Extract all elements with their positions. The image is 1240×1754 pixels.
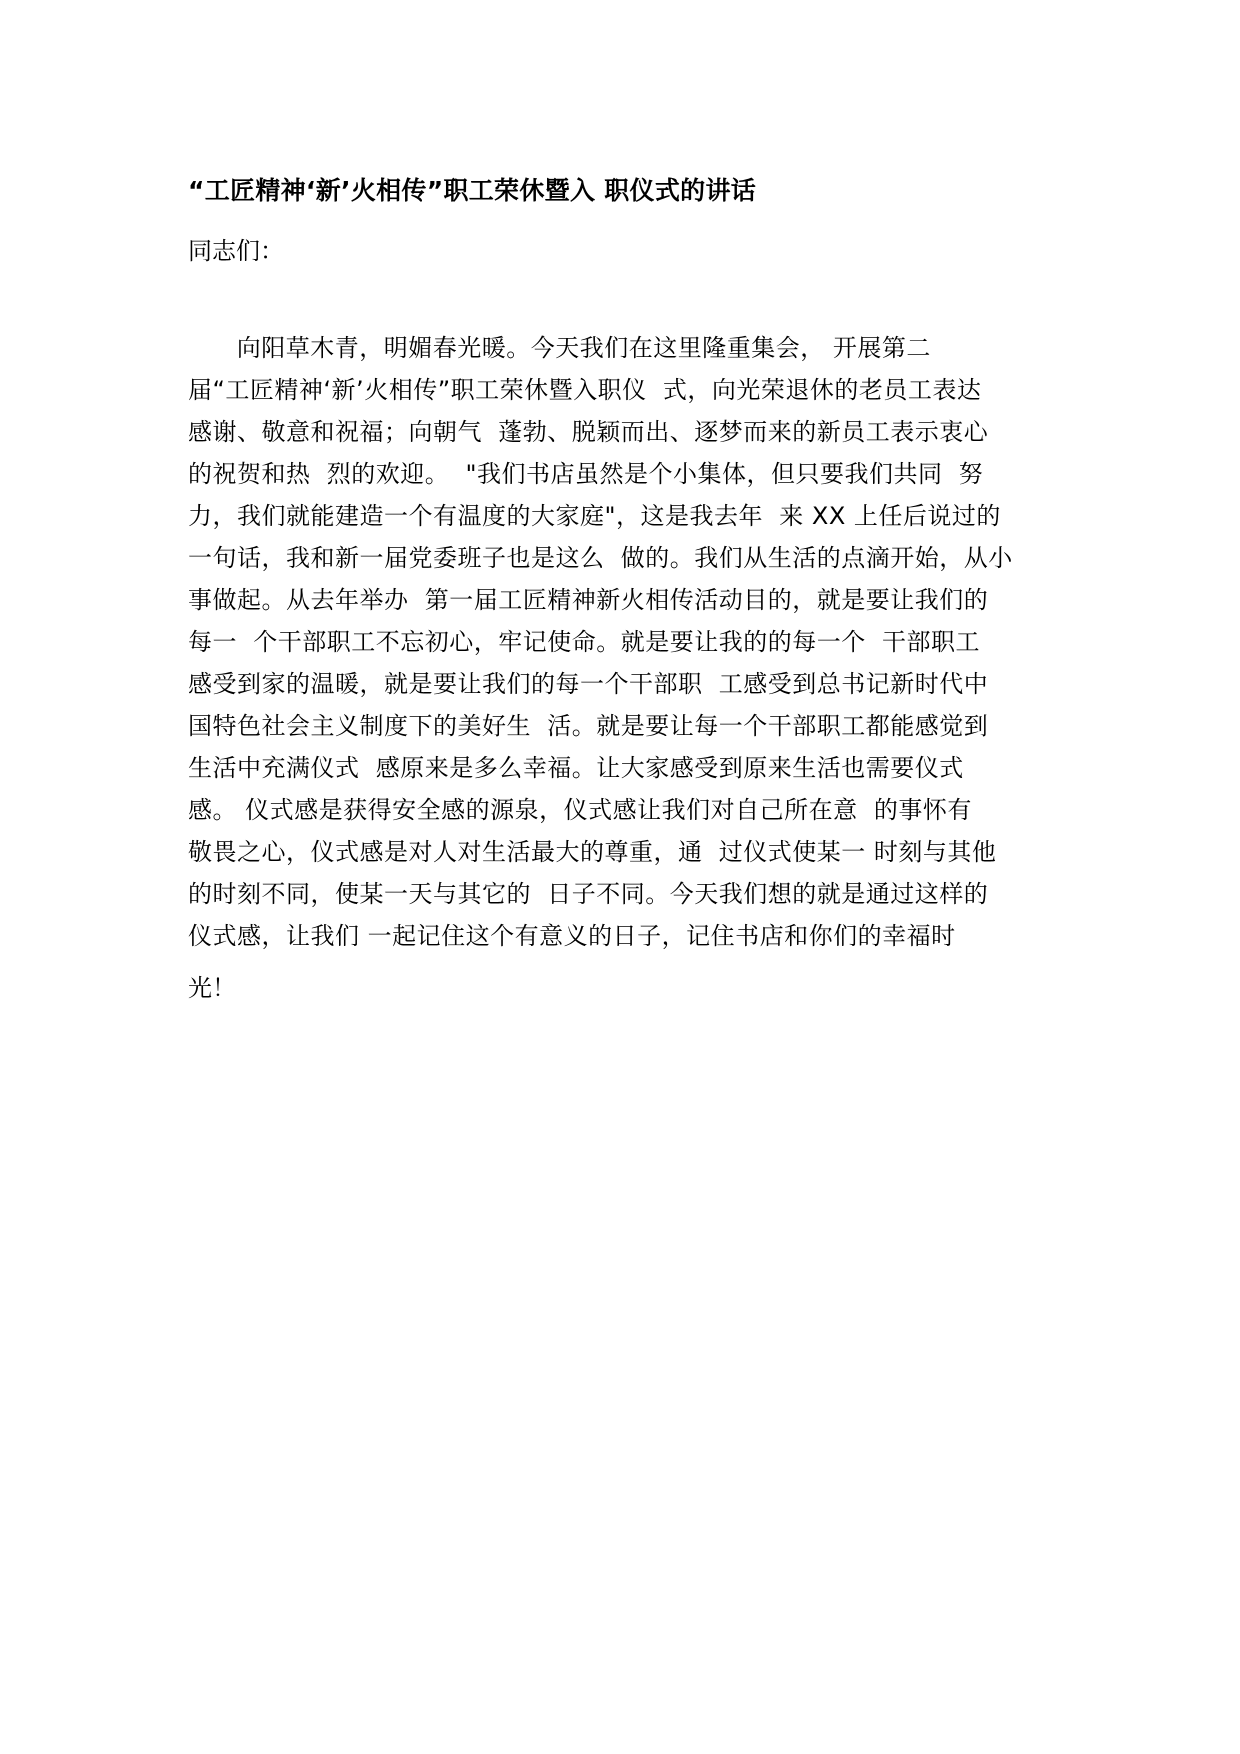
body-line-9: 感受到家的温暖，就是要让我们的每一个干部职 工感受到总书记新时代中: [188, 670, 989, 698]
body-line-3: 感谢、敬意和祝福；向朝气 蓬勃、脱颖而出、逐梦而来的新员工表示衷心: [188, 418, 989, 446]
body-line-11: 生活中充满仪式 感原来是多么幸福。让大家感受到原来生活也需要仪式: [188, 754, 964, 782]
body-last-line: 光！: [188, 974, 236, 1002]
body-line-12: 感。 仪式感是获得安全感的源泉，仪式感让我们对自己所在意 的事怀有: [188, 796, 972, 824]
body-line-7: 事做起。从去年举办 第一届工匠精神新火相传活动目的，就是要让我们的: [188, 586, 989, 614]
salutation: 同志们：: [188, 237, 284, 265]
body-line-5: 力，我们就能建造一个有温度的大家庭"，这是我去年 来 XX 上任后说过的: [188, 502, 1001, 530]
body-line-15: 仪式感，让我们 一起记住这个有意义的日子，记住书店和你们的幸福时: [188, 922, 956, 950]
body-line-1: 向阳草木青，明媚春光暖。今天我们在这里隆重集会， 开展第二: [188, 334, 931, 362]
body-line-8: 每一 个干部职工不忘初心，牢记使命。就是要让我的的每一个 干部职工: [188, 628, 981, 656]
document-title: “工匠精神‘新’火相传”职工荣休暨入 职仪式的讲话: [188, 176, 757, 205]
body-line-2: 届“工匠精神‘新’火相传”职工荣休暨入职仪 式，向光荣退休的老员工表达: [188, 376, 982, 404]
body-line-10: 国特色社会主义制度下的美好生 活。就是要让每一个干部职工都能感觉到: [188, 712, 989, 740]
body-line-14: 的时刻不同，使某一天与其它的 日子不同。今天我们想的就是通过这样的: [188, 880, 989, 908]
body-line-6: 一句话，我和新一届党委班子也是这么 做的。我们从生活的点滴开始，从小: [188, 544, 1013, 572]
body-line-4: 的祝贺和热 烈的欢迎。 "我们书店虽然是个小集体，但只要我们共同 努: [188, 460, 984, 488]
body-paragraph: [188, 327, 1088, 957]
body-line-13: 敬畏之心，仪式感是对人对生活最大的尊重，通 过仪式使某一 时刻与其他: [188, 838, 997, 866]
